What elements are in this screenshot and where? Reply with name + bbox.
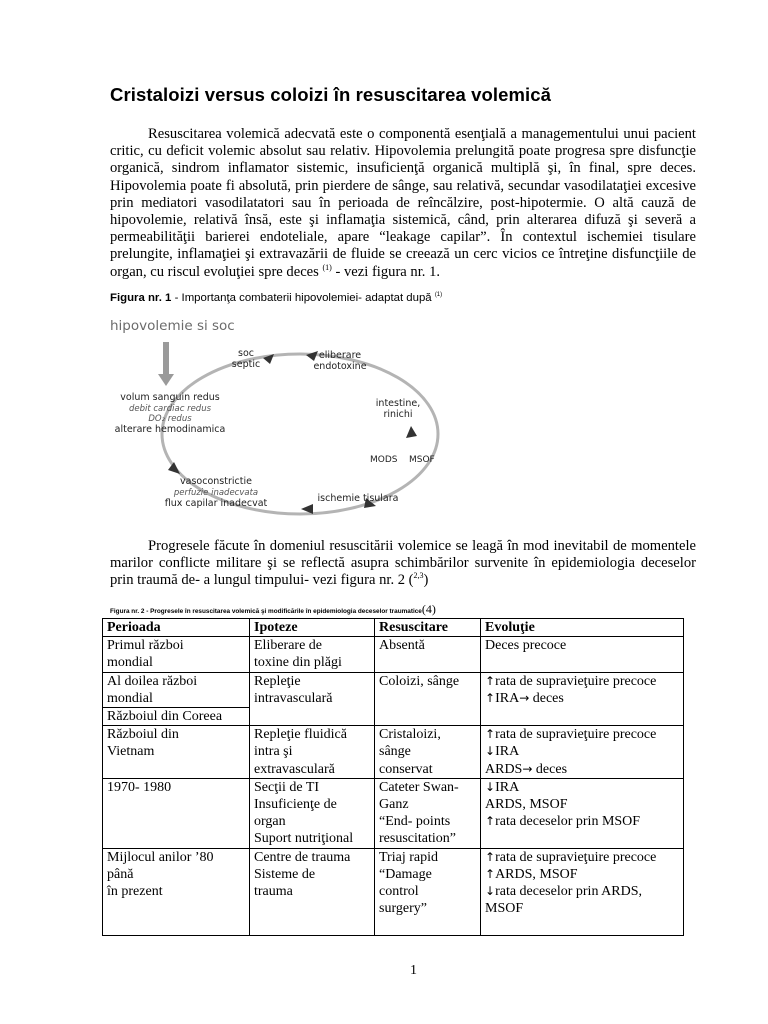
table-row	[103, 637, 684, 672]
node-do2: DO₂ redus	[148, 414, 192, 424]
cell-line: Primul război	[107, 638, 184, 654]
down-arrow-icon: ↓	[485, 779, 496, 794]
down-arrow-icon: ↓	[485, 884, 496, 899]
node-volum: volum sanguin redus	[120, 392, 220, 403]
figure2-caption-text: Figura nr. 2 - Progresele în resuscitarea volemică şi modificările în epidemiologia deceselor traumatice	[110, 608, 422, 615]
cell-evolutie	[481, 637, 684, 672]
header-ipoteze: Ipoteze	[250, 619, 375, 637]
node-perfuzie: perfuzie inadecvata	[173, 488, 259, 498]
cell-perioada	[103, 778, 250, 848]
cell-line: până	[107, 866, 134, 882]
cell-line	[485, 866, 679, 883]
table-row	[103, 848, 684, 936]
cell-line: conservat	[379, 761, 433, 777]
cell-line: extravasculară	[254, 761, 335, 777]
cell-ipoteze	[250, 848, 375, 936]
cell-text: IRA	[495, 744, 520, 760]
header-perioada: Perioada	[103, 619, 250, 637]
cell-line: Centre de trauma	[254, 849, 351, 865]
cell-line: Vietnam	[107, 744, 155, 760]
cell-line: Cristaloizi,	[379, 727, 441, 743]
up-arrow-icon: ↑	[485, 866, 496, 881]
node-septic: septic	[231, 359, 261, 370]
node-intestine: intestine,	[375, 398, 421, 409]
cell-perioada	[103, 726, 250, 779]
cell-evolutie	[481, 778, 684, 848]
cell-text: ARDS	[485, 761, 523, 777]
cell-line	[485, 761, 679, 778]
figure1-ref: (1)	[434, 292, 443, 298]
figure1-label: Figura nr. 1	[110, 292, 172, 304]
intro-paragraph	[110, 126, 696, 281]
right-arrow-icon: →	[519, 690, 530, 705]
cell-ipoteze	[250, 726, 375, 779]
cell-line: Suport nutriţional	[254, 831, 354, 847]
figure2-ref: (4)	[421, 602, 436, 616]
cell-evolutie	[481, 848, 684, 936]
cell-text: rata deceselor prin MSOF	[495, 814, 641, 830]
cell-text: deces	[532, 761, 568, 777]
cycle-diagram-svg	[108, 316, 448, 521]
input-arrow-shaft	[163, 342, 169, 374]
cell-line: Deces precoce	[485, 638, 567, 654]
node-endotoxine: endotoxine	[313, 361, 367, 372]
cell-text: IRA	[495, 779, 520, 795]
figure1-diagram	[108, 316, 448, 521]
cell-ipoteze	[250, 637, 375, 672]
cell-line	[485, 690, 679, 707]
cell-line: Repleţie	[254, 673, 301, 689]
cell-line	[485, 883, 679, 900]
cell-line	[485, 796, 679, 813]
cell-resuscitare	[375, 672, 481, 726]
cell-line: trauma	[254, 884, 293, 900]
cell-text: rata de supravieţuire precoce	[495, 727, 657, 743]
cell-line: intravasculară	[254, 690, 333, 706]
cell-evolutie	[481, 672, 684, 726]
cell-line: surgery”	[379, 901, 427, 917]
cell-resuscitare	[375, 778, 481, 848]
cell-line: Războiul din Coreea	[107, 709, 223, 725]
cell-line: Secţii de TI	[254, 779, 320, 795]
cell-line: toxine din plăgi	[254, 655, 342, 671]
node-vasoconstrictie: vasoconstrictie	[180, 476, 252, 487]
page-number: 1	[410, 963, 417, 978]
cell-line	[485, 743, 679, 760]
cell-line: mondial	[107, 655, 153, 671]
progress-tail: )	[423, 572, 429, 589]
cell-line: Cateter Swan-	[379, 779, 459, 795]
cell-evolutie	[481, 726, 684, 779]
input-arrow-head	[158, 374, 174, 386]
cycle-arrow-6	[168, 462, 180, 474]
table-row	[103, 672, 684, 707]
cell-text: MSOF	[485, 901, 524, 917]
cell-line: Triaj rapid	[379, 849, 438, 865]
cell-line	[485, 779, 679, 796]
cell-line: control	[379, 884, 419, 900]
node-flux: flux capilar inadecvat	[164, 498, 268, 509]
cell-ipoteze	[250, 672, 375, 726]
figure1-caption-text: - Importanţa combaterii hipovolemiei- adaptat după	[171, 292, 435, 304]
cell-line	[485, 849, 679, 866]
table-header-row	[103, 619, 684, 637]
cell-line: intra şi	[254, 744, 293, 760]
cell-line: Repleţie fluidică	[254, 727, 347, 743]
node-ischemie: ischemie tisulara	[317, 493, 399, 504]
diagram-title: hipovolemie si soc	[110, 318, 235, 334]
cell-line	[485, 726, 679, 743]
cell-line: Sisteme de	[254, 866, 316, 882]
cycle-arrow-3	[406, 426, 417, 438]
node-mods: MODS	[370, 455, 398, 465]
node-msof: MSOF	[409, 455, 435, 465]
progress-ref: 2,3	[413, 571, 424, 581]
node-alterare: alterare hemodinamica	[114, 424, 226, 435]
cell-line	[485, 900, 679, 917]
cell-ipoteze	[250, 778, 375, 848]
cell-line: organ	[254, 814, 286, 830]
node-rinichi: rinichi	[383, 409, 413, 420]
down-arrow-icon: ↓	[485, 744, 496, 759]
cell-text: ARDS, MSOF	[495, 866, 578, 882]
up-arrow-icon: ↑	[485, 673, 496, 688]
cell-line: 1970- 1980	[107, 779, 172, 795]
cell-line: “Damage	[379, 866, 432, 882]
cell-line: Războiul din	[107, 727, 179, 743]
cell-text: rata de supravieţuire precoce	[495, 673, 657, 689]
cell-line: resuscitation”	[379, 831, 456, 847]
header-resuscitare: Resuscitare	[375, 619, 481, 637]
cell-perioada	[103, 637, 250, 672]
cell-line: sânge	[379, 744, 411, 760]
figure2-caption	[110, 602, 436, 617]
intro-ref: (1)	[322, 262, 332, 272]
progress-text: Progresele făcute în domeniul resuscitării volemice se leagă în mod inevitabil de momentele marilor conflicte militare şi se reflectă asupra schimbărilor survenite în epidemiologia deceselor prin traumă de- a lungul timpului- vezi figura nr. 2 (	[110, 538, 696, 589]
cell-resuscitare	[375, 848, 481, 936]
cell-perioada	[103, 848, 250, 936]
cell-line: Absentă	[379, 638, 425, 654]
right-arrow-icon: →	[522, 761, 533, 776]
cell-perioada	[103, 672, 250, 707]
cell-text: IRA	[495, 690, 520, 706]
progress-paragraph	[110, 538, 696, 590]
cell-perioada	[103, 708, 250, 726]
up-arrow-icon: ↑	[485, 849, 496, 864]
header-evolutie: Evoluţie	[481, 619, 684, 637]
evolution-table	[102, 618, 684, 936]
node-soc: soc	[238, 348, 254, 359]
cell-line: Coloizi, sânge	[379, 673, 460, 689]
cell-line: Al doilea război	[107, 673, 198, 689]
cell-line	[485, 813, 679, 830]
cell-text: rata de supravieţuire precoce	[495, 849, 657, 865]
intro-tail: - vezi figura nr. 1.	[331, 263, 441, 280]
page-title: Cristaloizi versus coloizi în resuscitarea volemică	[110, 84, 552, 105]
cell-line: Insuficienţe de	[254, 797, 337, 813]
cell-line: “End- points	[379, 814, 451, 830]
cell-text: rata deceselor prin ARDS,	[495, 884, 643, 900]
node-eliberare: eliberare	[318, 350, 362, 361]
figure1-caption	[110, 292, 442, 304]
cell-line: Mijlocul anilor ’80	[107, 849, 214, 865]
cell-text: deces	[529, 690, 564, 706]
up-arrow-icon: ↑	[485, 814, 496, 829]
up-arrow-icon: ↑	[485, 727, 496, 742]
cell-line: în prezent	[107, 884, 163, 900]
cell-resuscitare	[375, 637, 481, 672]
table-row	[103, 778, 684, 848]
intro-text: Resuscitarea volemică adecvată este o componentă esenţială a managementului unui pacient critic, cu deficit volemic absolut sau relativ. Hipovolemia prelungită poate progresa spre disfuncţie organică, sindrom inflamator sistemic, insuficienţă organică multiplă şi, în final, spre deces. Hipovolemia poate fi absolută, prin pierdere de sânge, sau relativă, secundar vasodilataţiei excesive prin mediatori vasodilatatori sau în perioada de reîncălzire, post-hipotermie. O altă cauză de hipovolemie, relativă însă, este şi inflamaţia sistemică, când, prin alterarea difuză şi severă a permeabilităţii barierei endoteliale, apare “leakage capilar”. În contextul ischemiei tisulare prelungite, inflamaţiei şi extravazării de fluide se creează un cerc vicios ce întreţine disfuncţiile de organ, cu riscul evoluţiei spre deces	[110, 126, 696, 280]
cell-line: mondial	[107, 690, 153, 706]
cell-line	[485, 673, 679, 690]
up-arrow-icon: ↑	[485, 690, 496, 705]
cell-line: Eliberare de	[254, 638, 323, 654]
node-debit: debit cardiac redus	[128, 404, 212, 414]
table-row	[103, 726, 684, 779]
cell-line: Ganz	[379, 797, 409, 813]
cell-text: ARDS, MSOF	[485, 797, 568, 813]
cell-resuscitare	[375, 726, 481, 779]
